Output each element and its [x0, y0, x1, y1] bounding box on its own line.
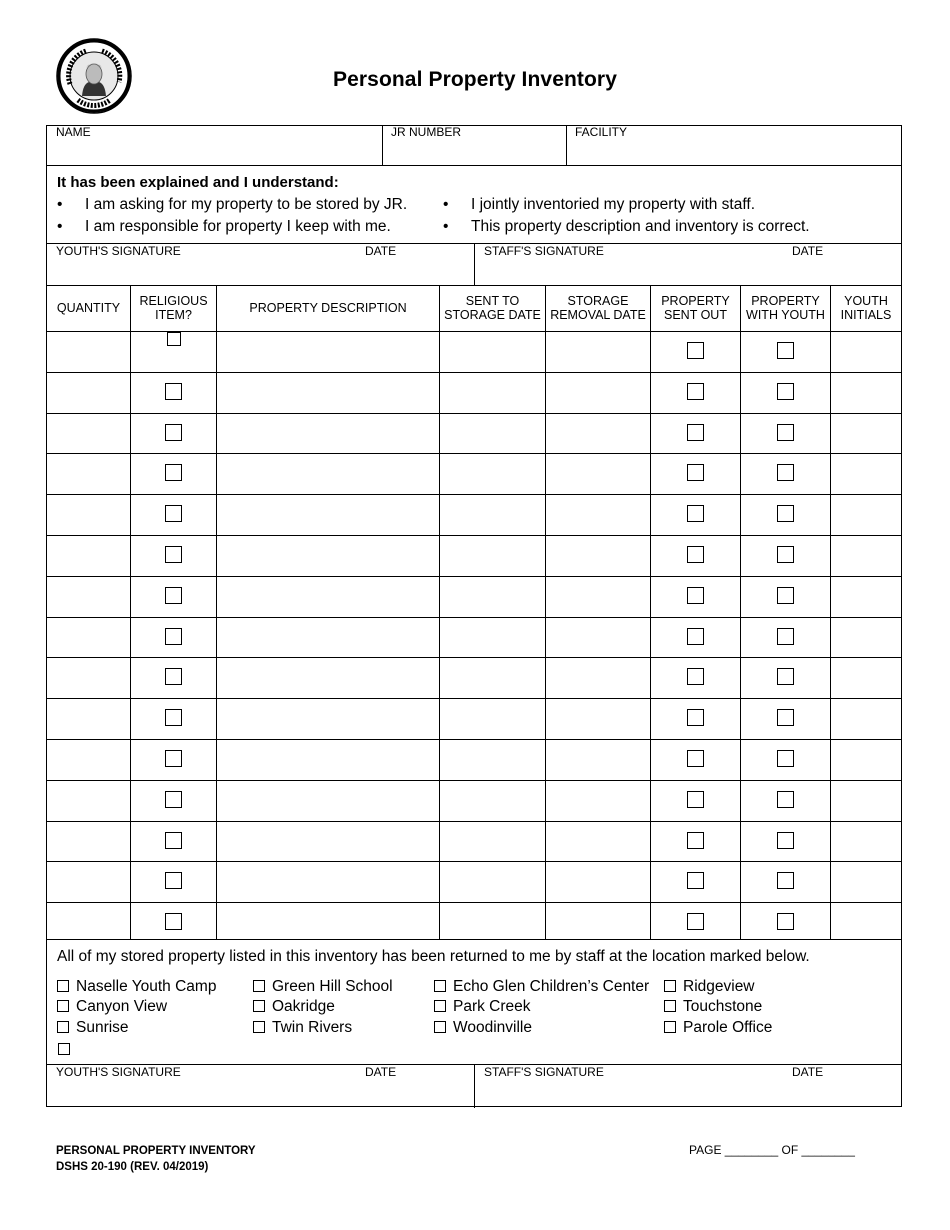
acknowledgement-text: This property description and inventory is correct.: [471, 218, 810, 235]
property-with-youth-cell: [741, 372, 830, 413]
sent-to-storage-date-cell[interactable]: [440, 780, 545, 821]
checkbox[interactable]: [165, 546, 182, 563]
property-with-youth-cell: [741, 657, 830, 698]
checkbox[interactable]: [777, 791, 794, 808]
location-option[interactable]: [434, 998, 531, 1015]
checkbox[interactable]: [777, 383, 794, 400]
property-with-youth-cell: [741, 739, 830, 780]
checkbox[interactable]: [253, 980, 265, 992]
bullet-glyph: •: [443, 196, 449, 213]
checkbox[interactable]: [687, 628, 704, 645]
storage-removal-date-cell[interactable]: [546, 739, 650, 780]
storage-removal-date-cell[interactable]: [546, 413, 650, 454]
column-header-sent-to-storage-date: SENT TO STORAGE DATE: [444, 294, 541, 322]
sent-to-storage-date-cell[interactable]: [440, 372, 545, 413]
youth-initials-cell[interactable]: [831, 739, 901, 780]
youth-date-label: DATE: [365, 244, 397, 258]
checkbox[interactable]: [165, 424, 182, 441]
location-label: Woodinville: [453, 1019, 532, 1036]
religious-item-cell: [131, 535, 216, 576]
checkbox[interactable]: [687, 709, 704, 726]
youth-initials-cell[interactable]: [831, 780, 901, 821]
property-sent-out-cell: [651, 576, 740, 617]
quantity-cell[interactable]: [47, 617, 130, 658]
checkbox[interactable]: [165, 668, 182, 685]
checkbox[interactable]: [687, 587, 704, 604]
property-description-cell[interactable]: [217, 902, 439, 943]
religious-item-cell: [131, 780, 216, 821]
quantity-cell[interactable]: [47, 657, 130, 698]
checkbox[interactable]: [777, 872, 794, 889]
jr-number-label: JR NUMBER: [391, 125, 462, 139]
acknowledgement-heading: It has been explained and I understand:: [57, 174, 339, 191]
checkbox[interactable]: [253, 1021, 265, 1033]
religious-item-cell: [131, 494, 216, 535]
property-description-cell[interactable]: [217, 576, 439, 617]
checkbox[interactable]: [687, 750, 704, 767]
checkbox[interactable]: [777, 709, 794, 726]
checkbox[interactable]: [687, 668, 704, 685]
bullet-glyph: •: [443, 218, 449, 235]
property-description-cell[interactable]: [217, 657, 439, 698]
checkbox[interactable]: [664, 1021, 676, 1033]
location-option[interactable]: [664, 1019, 772, 1036]
column-header-property-with-youth: PROPERTY WITH YOUTH: [746, 294, 825, 322]
column-header-religious-item: RELIGIOUS ITEM?: [139, 294, 208, 322]
acknowledgement-text: I jointly inventoried my property with staff.: [471, 196, 756, 213]
storage-removal-date-cell[interactable]: [546, 902, 650, 943]
location-option[interactable]: [664, 978, 755, 995]
quantity-cell[interactable]: [47, 780, 130, 821]
property-sent-out-cell: [651, 494, 740, 535]
property-with-youth-cell: [741, 617, 830, 658]
staff-date-label: DATE: [792, 244, 824, 258]
youth-initials-cell[interactable]: [831, 698, 901, 739]
property-with-youth-cell: [741, 576, 830, 617]
checkbox[interactable]: [57, 1021, 69, 1033]
checkbox[interactable]: [777, 342, 794, 359]
quantity-cell[interactable]: [47, 861, 130, 902]
returned-statement: All of my stored property listed in this inventory has been returned to me by staff at the location marked below.: [57, 948, 810, 965]
checkbox[interactable]: [777, 587, 794, 604]
location-label: Park Creek: [453, 998, 531, 1015]
location-option[interactable]: [253, 978, 393, 995]
location-option[interactable]: [57, 998, 167, 1015]
property-sent-out-cell: [651, 902, 740, 943]
checkbox[interactable]: [777, 668, 794, 685]
property-description-cell[interactable]: [217, 535, 439, 576]
form-footer: [56, 1143, 256, 1175]
divider: [47, 939, 901, 940]
location-label: Oakridge: [272, 998, 335, 1015]
location-option[interactable]: [434, 978, 649, 995]
youth-signature-label: YOUTH'S SIGNATURE: [56, 1065, 181, 1079]
sent-to-storage-date-cell[interactable]: [440, 331, 545, 372]
quantity-cell[interactable]: [47, 453, 130, 494]
youth-initials-cell[interactable]: [831, 413, 901, 454]
divider: [566, 126, 567, 165]
quantity-cell[interactable]: [47, 821, 130, 862]
property-with-youth-cell: [741, 535, 830, 576]
sent-to-storage-date-cell[interactable]: [440, 576, 545, 617]
sent-to-storage-date-cell[interactable]: [440, 657, 545, 698]
quantity-cell[interactable]: [47, 494, 130, 535]
property-with-youth-cell: [741, 821, 830, 862]
divider: [474, 1064, 475, 1108]
checkbox[interactable]: [687, 383, 704, 400]
property-description-cell[interactable]: [217, 739, 439, 780]
page-title: Personal Property Inventory: [333, 68, 617, 91]
checkbox[interactable]: [167, 332, 181, 346]
checkbox[interactable]: [777, 913, 794, 930]
youth-signature-label: YOUTH'S SIGNATURE: [56, 244, 181, 258]
divider: [474, 243, 475, 285]
property-description-cell[interactable]: [217, 861, 439, 902]
checkbox[interactable]: [165, 587, 182, 604]
inventory-form: [46, 125, 902, 1107]
checkbox[interactable]: [777, 750, 794, 767]
sent-to-storage-date-cell[interactable]: [440, 617, 545, 658]
religious-item-cell: [131, 861, 216, 902]
storage-removal-date-cell[interactable]: [546, 780, 650, 821]
quantity-cell[interactable]: [47, 739, 130, 780]
youth-initials-cell[interactable]: [831, 331, 901, 372]
religious-item-cell: [131, 902, 216, 943]
location-option[interactable]: [664, 998, 762, 1015]
quantity-cell[interactable]: [47, 372, 130, 413]
location-option[interactable]: [57, 978, 216, 995]
checkbox[interactable]: [165, 791, 182, 808]
religious-item-cell: [131, 331, 216, 372]
checkbox[interactable]: [165, 750, 182, 767]
religious-item-cell: [131, 617, 216, 658]
location-option[interactable]: [57, 1019, 129, 1036]
sent-to-storage-date-cell[interactable]: [440, 902, 545, 943]
form-number: DSHS 20-190 (REV. 04/2019): [56, 1161, 209, 1173]
property-sent-out-cell: [651, 780, 740, 821]
checkbox[interactable]: [777, 424, 794, 441]
religious-item-cell: [131, 413, 216, 454]
checkbox[interactable]: [687, 546, 704, 563]
storage-removal-date-cell[interactable]: [546, 494, 650, 535]
property-description-cell[interactable]: [217, 780, 439, 821]
property-sent-out-cell: [651, 535, 740, 576]
youth-initials-cell[interactable]: [831, 861, 901, 902]
column-header-quantity: QUANTITY: [56, 301, 121, 315]
column-header-storage-removal-date: STORAGE REMOVAL DATE: [550, 294, 646, 322]
storage-removal-date-cell[interactable]: [546, 861, 650, 902]
youth-initials-cell[interactable]: [831, 576, 901, 617]
youth-initials-cell[interactable]: [831, 453, 901, 494]
location-label: Twin Rivers: [272, 1019, 353, 1036]
checkbox[interactable]: [165, 709, 182, 726]
property-with-youth-cell: [741, 780, 830, 821]
property-description-cell[interactable]: [217, 698, 439, 739]
sent-to-storage-date-cell[interactable]: [440, 535, 545, 576]
acknowledgement-text: I am responsible for property I keep with me.: [85, 218, 391, 235]
religious-item-cell: [131, 657, 216, 698]
property-with-youth-cell: [741, 861, 830, 902]
property-with-youth-cell: [741, 453, 830, 494]
youth-initials-cell[interactable]: [831, 372, 901, 413]
location-label: Canyon View: [76, 998, 168, 1015]
property-with-youth-cell: [741, 698, 830, 739]
location-label: Touchstone: [683, 998, 763, 1015]
acknowledgement-text: I am asking for my property to be stored by JR.: [85, 196, 408, 213]
location-label: Parole Office: [683, 1019, 773, 1036]
staff-signature-label: STAFF'S SIGNATURE: [484, 1065, 604, 1079]
property-sent-out-cell: [651, 413, 740, 454]
checkbox[interactable]: [253, 1000, 265, 1012]
checkbox[interactable]: [57, 1000, 69, 1012]
checkbox[interactable]: [165, 505, 182, 522]
sent-to-storage-date-cell[interactable]: [440, 453, 545, 494]
checkbox[interactable]: [777, 464, 794, 481]
location-label: Ridgeview: [683, 978, 755, 995]
youth-initials-cell[interactable]: [831, 657, 901, 698]
checkbox[interactable]: [687, 424, 704, 441]
property-with-youth-cell: [741, 902, 830, 943]
property-description-cell[interactable]: [217, 413, 439, 454]
checkbox[interactable]: [434, 1000, 446, 1012]
name-label: NAME: [56, 125, 91, 139]
location-option[interactable]: [253, 998, 335, 1015]
property-description-cell[interactable]: [217, 821, 439, 862]
checkbox[interactable]: [165, 913, 182, 930]
storage-removal-date-cell[interactable]: [546, 535, 650, 576]
youth-initials-cell[interactable]: [831, 617, 901, 658]
property-sent-out-cell: [651, 739, 740, 780]
checkbox[interactable]: [687, 832, 704, 849]
location-label: Naselle Youth Camp: [76, 978, 217, 995]
checkbox[interactable]: [687, 342, 704, 359]
facility-label: FACILITY: [575, 125, 628, 139]
storage-removal-date-cell[interactable]: [546, 657, 650, 698]
quantity-cell[interactable]: [47, 902, 130, 943]
youth-initials-cell[interactable]: [831, 535, 901, 576]
religious-item-cell: [131, 453, 216, 494]
property-description-cell[interactable]: [217, 331, 439, 372]
religious-item-cell: [131, 698, 216, 739]
religious-item-cell: [131, 372, 216, 413]
property-with-youth-cell: [741, 413, 830, 454]
storage-removal-date-cell[interactable]: [546, 372, 650, 413]
checkbox[interactable]: [777, 628, 794, 645]
property-sent-out-cell: [651, 698, 740, 739]
religious-item-cell: [131, 739, 216, 780]
religious-item-cell: [131, 821, 216, 862]
storage-removal-date-cell[interactable]: [546, 698, 650, 739]
checkbox[interactable]: [687, 464, 704, 481]
sent-to-storage-date-cell[interactable]: [440, 413, 545, 454]
property-description-cell[interactable]: [217, 617, 439, 658]
checkbox[interactable]: [687, 872, 704, 889]
form-name: PERSONAL PROPERTY INVENTORY: [56, 1145, 256, 1157]
sent-to-storage-date-cell[interactable]: [440, 861, 545, 902]
youth-date-label: DATE: [365, 1065, 397, 1079]
storage-removal-date-cell[interactable]: [546, 821, 650, 862]
staff-signature-label: STAFF'S SIGNATURE: [484, 244, 604, 258]
sent-to-storage-date-cell[interactable]: [440, 698, 545, 739]
quantity-cell[interactable]: [47, 576, 130, 617]
checkbox[interactable]: [777, 505, 794, 522]
storage-removal-date-cell[interactable]: [546, 617, 650, 658]
storage-removal-date-cell[interactable]: [546, 576, 650, 617]
property-sent-out-cell: [651, 331, 740, 372]
location-option[interactable]: [434, 1019, 532, 1036]
sent-to-storage-date-cell[interactable]: [440, 739, 545, 780]
youth-initials-cell[interactable]: [831, 821, 901, 862]
quantity-cell[interactable]: [47, 698, 130, 739]
property-sent-out-cell: [651, 617, 740, 658]
column-header-youth-initials: YOUTH INITIALS: [840, 294, 892, 322]
bullet-glyph: •: [57, 196, 63, 213]
storage-removal-date-cell[interactable]: [546, 453, 650, 494]
other-location-checkbox[interactable]: [58, 1043, 70, 1055]
youth-initials-cell[interactable]: [831, 494, 901, 535]
quantity-cell[interactable]: [47, 413, 130, 454]
page-number-field: PAGE ________ OF ________: [689, 1143, 855, 1157]
bullet-glyph: •: [57, 218, 63, 235]
property-sent-out-cell: [651, 657, 740, 698]
column-header-property-description: PROPERTY DESCRIPTION: [249, 301, 407, 315]
checkbox[interactable]: [687, 791, 704, 808]
checkbox[interactable]: [165, 628, 182, 645]
checkbox[interactable]: [57, 980, 69, 992]
storage-removal-date-cell[interactable]: [546, 331, 650, 372]
checkbox[interactable]: [434, 980, 446, 992]
checkbox[interactable]: [664, 1000, 676, 1012]
location-label: Green Hill School: [272, 978, 393, 995]
property-sent-out-cell: [651, 372, 740, 413]
checkbox[interactable]: [165, 464, 182, 481]
location-label: Sunrise: [76, 1019, 129, 1036]
checkbox[interactable]: [165, 383, 182, 400]
property-description-cell[interactable]: [217, 372, 439, 413]
property-sent-out-cell: [651, 861, 740, 902]
quantity-cell[interactable]: [47, 535, 130, 576]
youth-initials-cell[interactable]: [831, 902, 901, 943]
checkbox[interactable]: [434, 1021, 446, 1033]
checkbox[interactable]: [777, 546, 794, 563]
sent-to-storage-date-cell[interactable]: [440, 821, 545, 862]
sent-to-storage-date-cell[interactable]: [440, 494, 545, 535]
property-sent-out-cell: [651, 821, 740, 862]
religious-item-cell: [131, 576, 216, 617]
property-with-youth-cell: [741, 494, 830, 535]
property-sent-out-cell: [651, 453, 740, 494]
column-header-property-sent-out: PROPERTY SENT OUT: [661, 294, 730, 322]
checkbox[interactable]: [664, 980, 676, 992]
divider: [382, 126, 383, 165]
checkbox[interactable]: [687, 913, 704, 930]
divider: [47, 165, 901, 166]
staff-date-label: DATE: [792, 1065, 824, 1079]
property-description-cell[interactable]: [217, 494, 439, 535]
location-label: Echo Glen Children’s Center: [453, 978, 650, 995]
quantity-cell[interactable]: [47, 331, 130, 372]
checkbox[interactable]: [165, 832, 182, 849]
checkbox[interactable]: [687, 505, 704, 522]
location-option[interactable]: [253, 1019, 352, 1036]
property-description-cell[interactable]: [217, 453, 439, 494]
checkbox[interactable]: [165, 872, 182, 889]
checkbox[interactable]: [777, 832, 794, 849]
property-with-youth-cell: [741, 331, 830, 372]
